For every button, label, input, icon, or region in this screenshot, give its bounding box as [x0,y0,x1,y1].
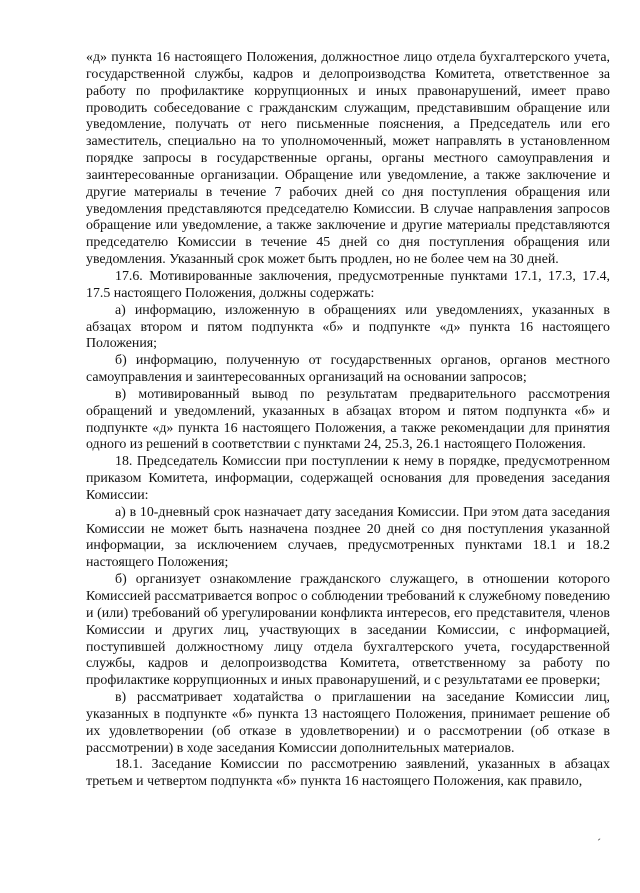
paragraph: б) информацию, полученную от государственных органов, органов местного самоуправления и заинтересованных организаций на основании запросов; [86,353,610,386]
paragraph: а) информацию, изложенную в обращениях или уведомлениях, указанных в абзацах втором и пятом подпункта «б» и подпункте «д» пункта 16 настоящего Положения; [86,302,610,352]
corner-mark: ˊ [597,836,601,850]
paragraph: 18.1. Заседание Комиссии по рассмотрению заявлений, указанных в абзацах третьем и четвертом подпункта «б» пункта 16 настоящего Положения, как правило, [86,757,610,790]
paragraph: в) мотивированный вывод по результатам предварительного рассмотрения обращений и уведомлений, указанных в абзацах втором и пятом подпункта «б» и подпункте «д» пункта 16 настоящего Положения, а также рекомендации для принятия одного из решений в соответствии с пунктами 24, 25.3, 26.1 настоящего Положения. [86,386,610,453]
paragraph: а) в 10-дневный срок назначает дату заседания Комиссии. При этом дата заседания Комиссии не может быть назначена позднее 20 дней со дня поступления указанной информации, за исключением случаев, предусмотренных пунктами 18.1 и 18.2 настоящего Положения; [86,504,610,571]
document-body [86,50,610,791]
paragraph: 17.6. Мотивированные заключения, предусмотренные пунктами 17.1, 17.3, 17.4, 17.5 настоящего Положения, должны содержать: [86,268,610,301]
paragraph: в) рассматривает ходатайства о приглашении на заседание Комиссии лиц, указанных в подпункте «б» пункта 13 настоящего Положения, принимает решение об их удовлетворении (об отказе в удовлетворении) и о рассмотрении (об отказе в рассмотрении) в ходе заседания Комиссии дополнительных материалов. [86,690,610,756]
paragraph: 18. Председатель Комиссии при поступлении к нему в порядке, предусмотренном приказом Комитета, информации, содержащей основания для проведения заседания Комиссии: [86,454,610,503]
paragraph: б) организует ознакомление гражданского служащего, в отношении которого Комиссией рассматривается вопрос о соблюдении требований к служебному поведению и (или) требований об урегулировании конфликта интересов, его представителя, членов Комиссии и других лиц, участвующих в заседании Комиссии, с информацией, поступившей должностному лицу отдела бухгалтерского учета, государственной службы, кадров и делопроизводства Комитета, ответственному за работу по профилактике коррупционных и иных правонарушений, и с результатами ее проверки; [86,572,610,689]
paragraph: «д» пункта 16 настоящего Положения, должностное лицо отдела бухгалтерского учета, государственной службы, кадров и делопроизводства Комитета, ответственное за работу по профилактике коррупционных и иных правонарушений, имеет право проводить собеседование с гражданским служащим, представившим обращение или уведомление, получать от него письменные пояснения, а Председатель или его заместитель, специально на то уполномоченный, может направлять в установленном порядке запросы в государственные органы, органы местного самоуправления и заинтересованные организации. Обращение или уведомление, а также заключение и другие материалы в течение 7 рабочих дней со дня поступления обращения или уведомления представляются председателю Комиссии. В случае направления запросов обращение или уведомление, а также заключение и другие материалы представляются председателю Комиссии в течение 45 дней со дня поступления обращения или уведомления. Указанный срок может быть продлен, но не более чем на 30 дней. [86,50,610,268]
